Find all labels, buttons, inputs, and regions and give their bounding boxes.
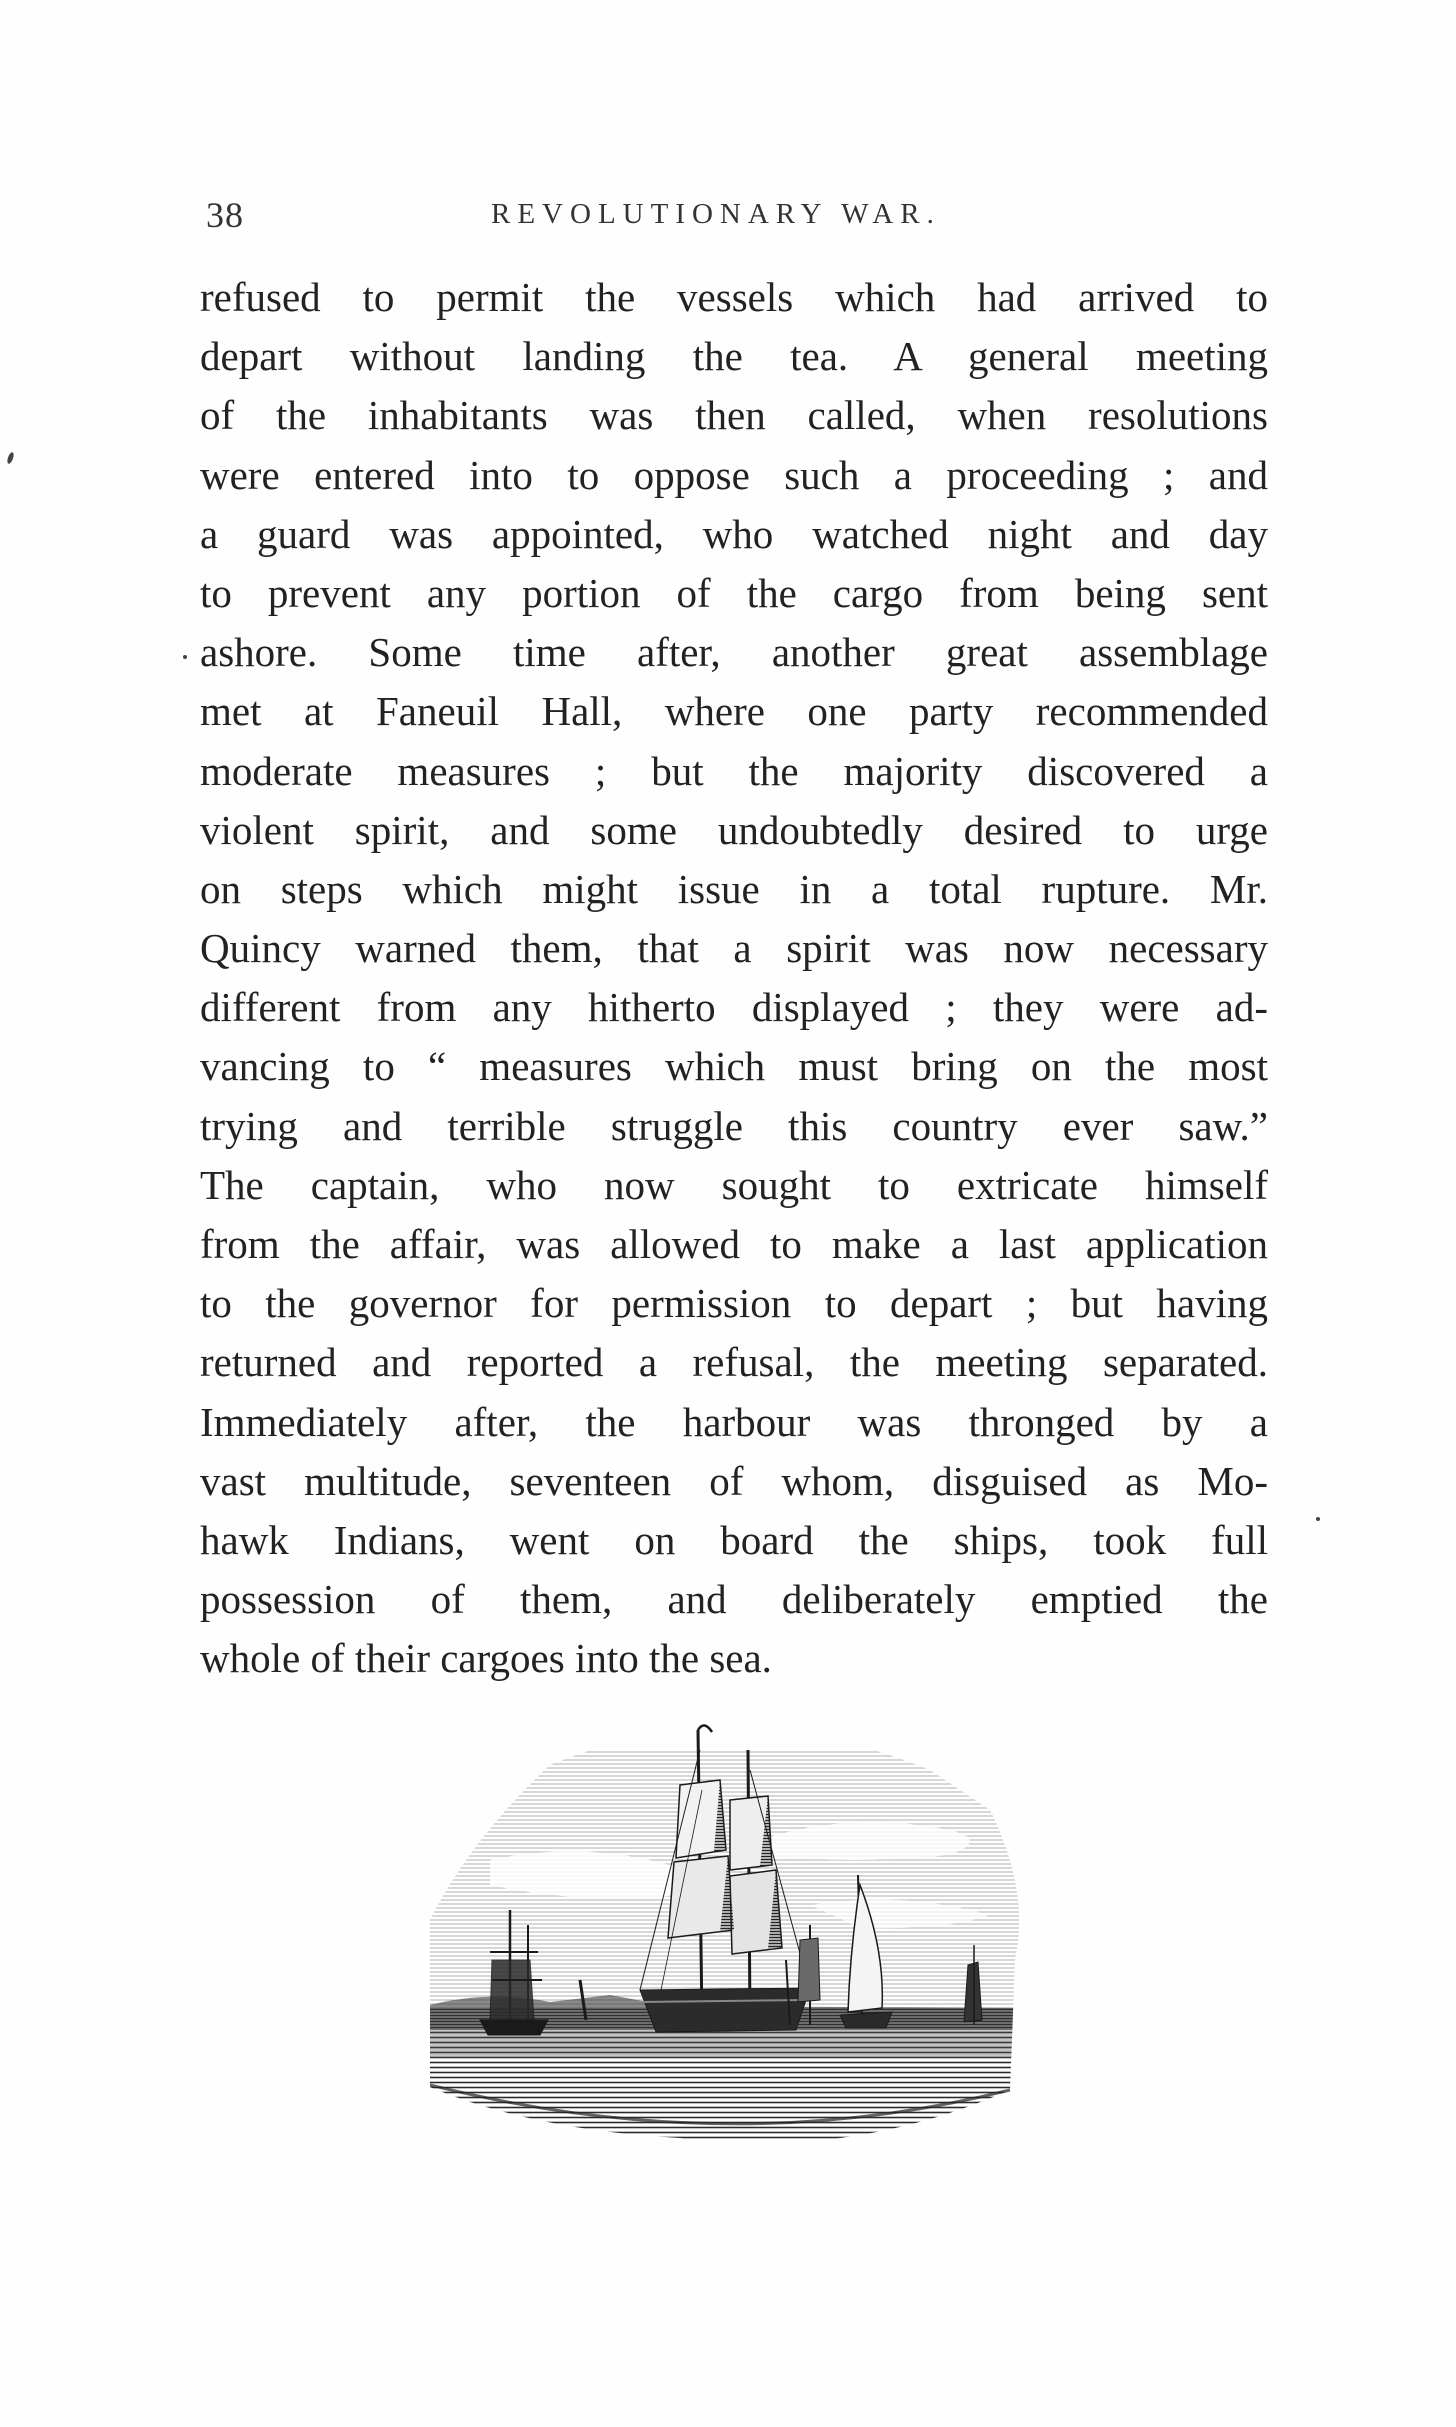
text-line: a guard was appointed, who watched night and day	[200, 510, 1268, 557]
text-line: trying and terrible struggle this country ever saw.”	[200, 1102, 1268, 1149]
page-number: 38	[206, 195, 244, 235]
text-line: violent spirit, and some undoubtedly desired to urge	[200, 806, 1268, 853]
text-line: depart without landing the tea. A general meeting	[200, 333, 1268, 380]
text-line: possession of them, and deliberately emptied the	[200, 1576, 1268, 1623]
text-line: ashore. Some time after, another great assemblage	[200, 629, 1268, 676]
text-line: refused to permit the vessels which had arrived to	[200, 274, 1268, 320]
text-line: The captain, who now sought to extricate himself	[200, 1161, 1268, 1208]
text-line: to prevent any portion of the cargo from being sent	[200, 569, 1268, 616]
text-line: whole of their cargoes into the sea.	[200, 1635, 772, 1682]
text-line: moderate measures ; but the majority discovered a	[200, 747, 1268, 794]
text-line: Immediately after, the harbour was thronged by a	[200, 1398, 1268, 1445]
margin-speck	[183, 655, 187, 659]
sailing-ships-engraving	[430, 1690, 1040, 2140]
text-line: of the inhabitants was then called, when resolutions	[200, 392, 1268, 439]
body-text	[200, 268, 1268, 1689]
text-line: hawk Indians, went on board the ships, took full	[200, 1516, 1268, 1563]
text-line: vast multitude, seventeen of whom, disguised as Mo-	[200, 1457, 1268, 1504]
text-line: met at Faneuil Hall, where one party recommended	[200, 688, 1268, 735]
text-line: to the governor for permission to depart ; but having	[200, 1280, 1268, 1327]
text-line: on steps which might issue in a total rupture. Mr.	[200, 865, 1268, 912]
text-line: different from any hitherto displayed ; they were ad-	[200, 984, 1268, 1031]
text-line: Quincy warned them, that a spirit was now necessary	[200, 925, 1268, 972]
text-line: returned and reported a refusal, the meeting separated.	[200, 1339, 1268, 1386]
text-line: from the affair, was allowed to make a last application	[200, 1221, 1268, 1267]
text-line: vancing to “ measures which must bring on the most	[200, 1043, 1268, 1090]
margin-speck	[6, 452, 15, 465]
running-head	[206, 194, 1266, 244]
margin-speck	[1316, 1517, 1320, 1521]
running-title: REVOLUTIONARY WAR.	[491, 198, 941, 230]
text-line: were entered into to oppose such a proceeding ; and	[200, 451, 1268, 498]
